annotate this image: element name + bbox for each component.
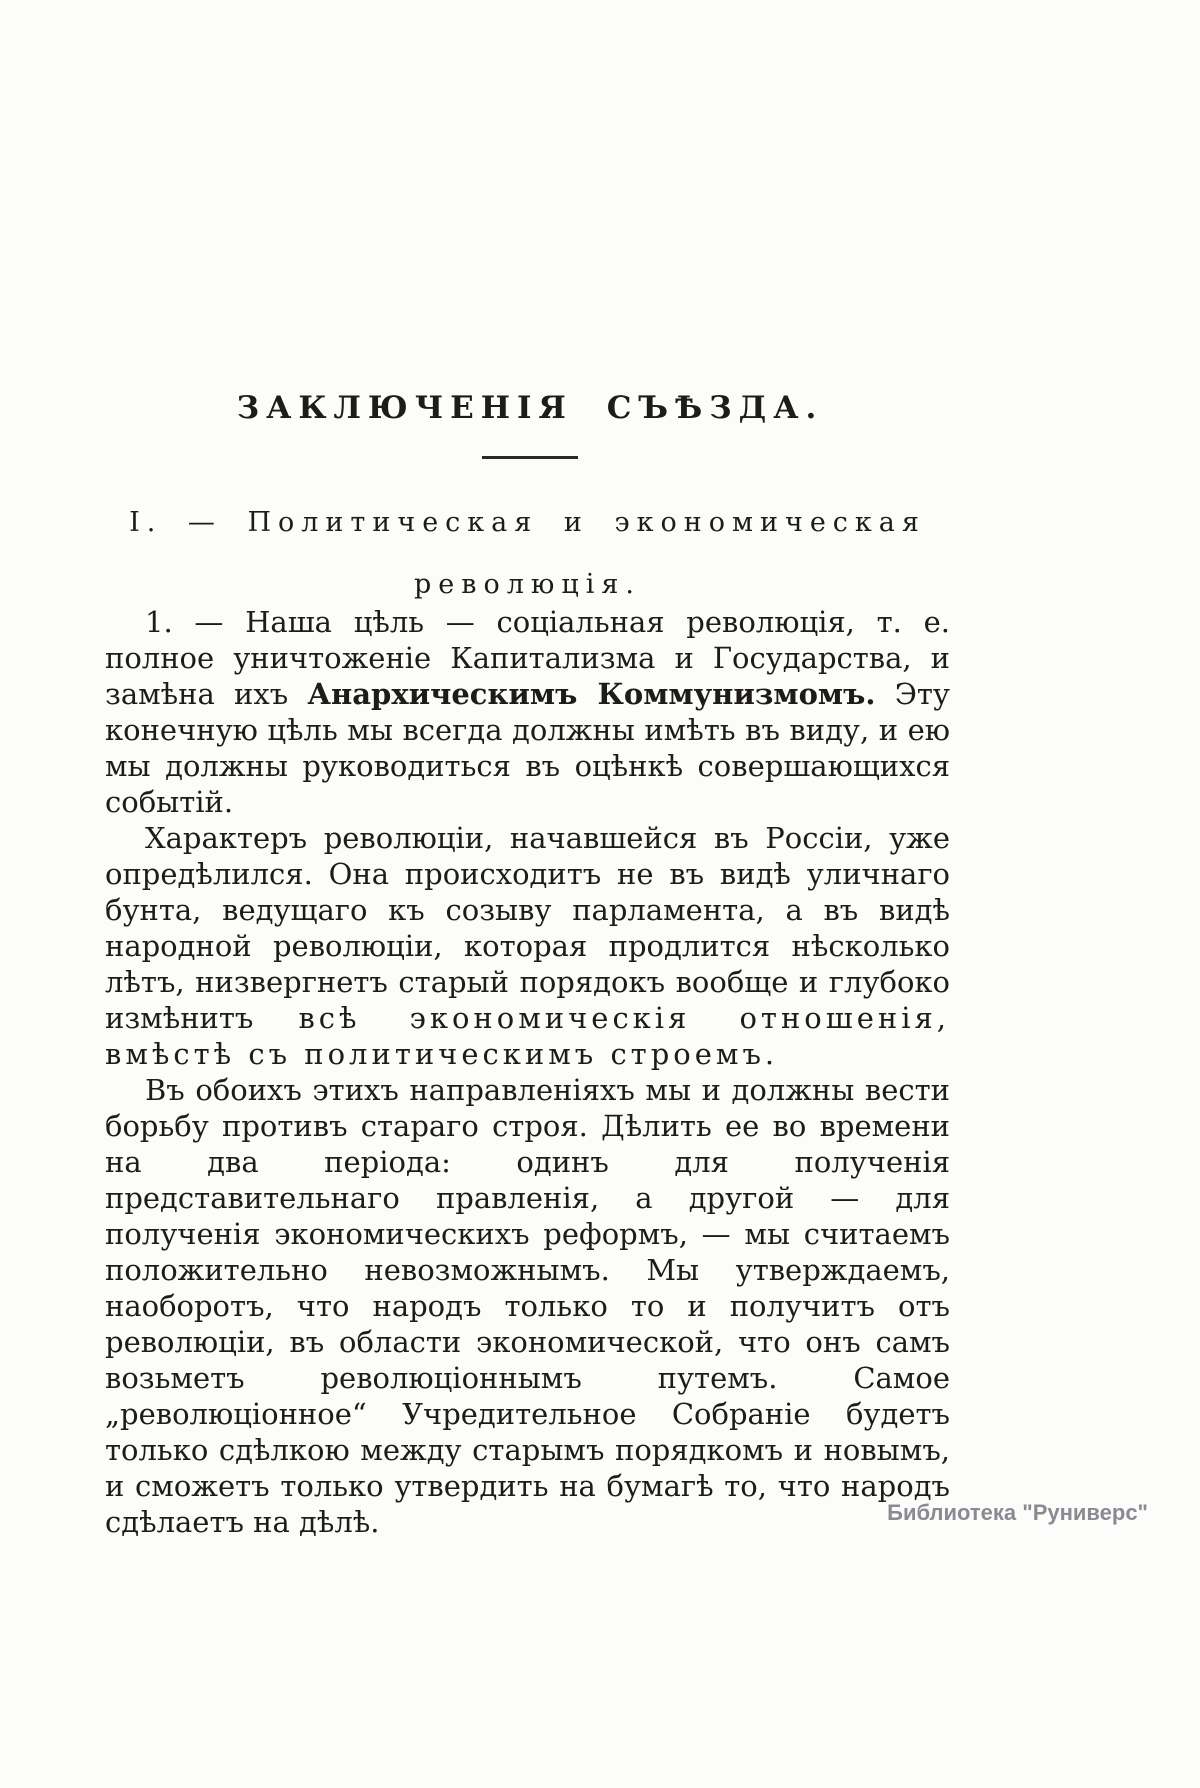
paragraph-2: [105, 820, 950, 1072]
paragraph-1-bold-emphasis: Анархическимъ Коммунизмомъ.: [307, 677, 876, 711]
paragraph-2-spaced-emphasis: всѣ экономическія отношенія, вмѣстѣ съ политическимъ строемъ.: [105, 1001, 951, 1071]
paragraph-1-text-continued: Эту конечную цѣль мы всегда должны имѣть въ виду, и ею мы должны руководиться въ оцѣнкѣ совершающихся событій.: [105, 677, 950, 819]
page-title: ЗАКЛЮЧЕНІЯ СЪѢЗДА.: [236, 390, 824, 426]
section-heading: [105, 492, 950, 616]
library-watermark: Библиотека "Руниверс": [887, 1500, 1148, 1525]
section-heading-line1: I. — Политическая и экономическая: [129, 507, 926, 538]
body-text: [105, 604, 950, 1540]
paragraph-2-text: Характеръ революціи, начавшейся въ Россіи, уже опредѣлился. Она происходитъ не въ видѣ уличнаго бунта, ведущаго къ созыву парламента, а въ видѣ народной революціи, которая продлится нѣсколько лѣтъ, низвергнетъ старый порядокъ вообще и глубоко измѣнитъ: [105, 821, 950, 1035]
paragraph-1-text: 1. — Наша цѣль — соціальная революція, т. е. полное уничтоженіе Капитализма и Государства, и замѣна ихъ: [105, 605, 950, 711]
paragraph-1: [105, 604, 950, 820]
title-divider: [482, 456, 578, 459]
section-heading-line2: революція.: [414, 569, 641, 600]
paragraph-3: Въ обоихъ этихъ направленіяхъ мы и должны вести борьбу противъ стараго строя. Дѣлить ее во времени на два періода: одинъ для полученія представительнаго правленія, а другой — для полученія экономическихъ реформъ, — мы считаемъ положительно невозможнымъ. Мы утверждаемъ, наоборотъ, что народъ только то и получитъ отъ революціи, въ области экономической, что онъ самъ возьметъ революціоннымъ путемъ. Самое „революціонное“ Учредительное Собраніе будетъ только сдѣлкою между старымъ порядкомъ и новымъ, и сможетъ только утвердить на бумагѣ то, что народъ сдѣлаетъ на дѣлѣ.: [105, 1073, 950, 1539]
